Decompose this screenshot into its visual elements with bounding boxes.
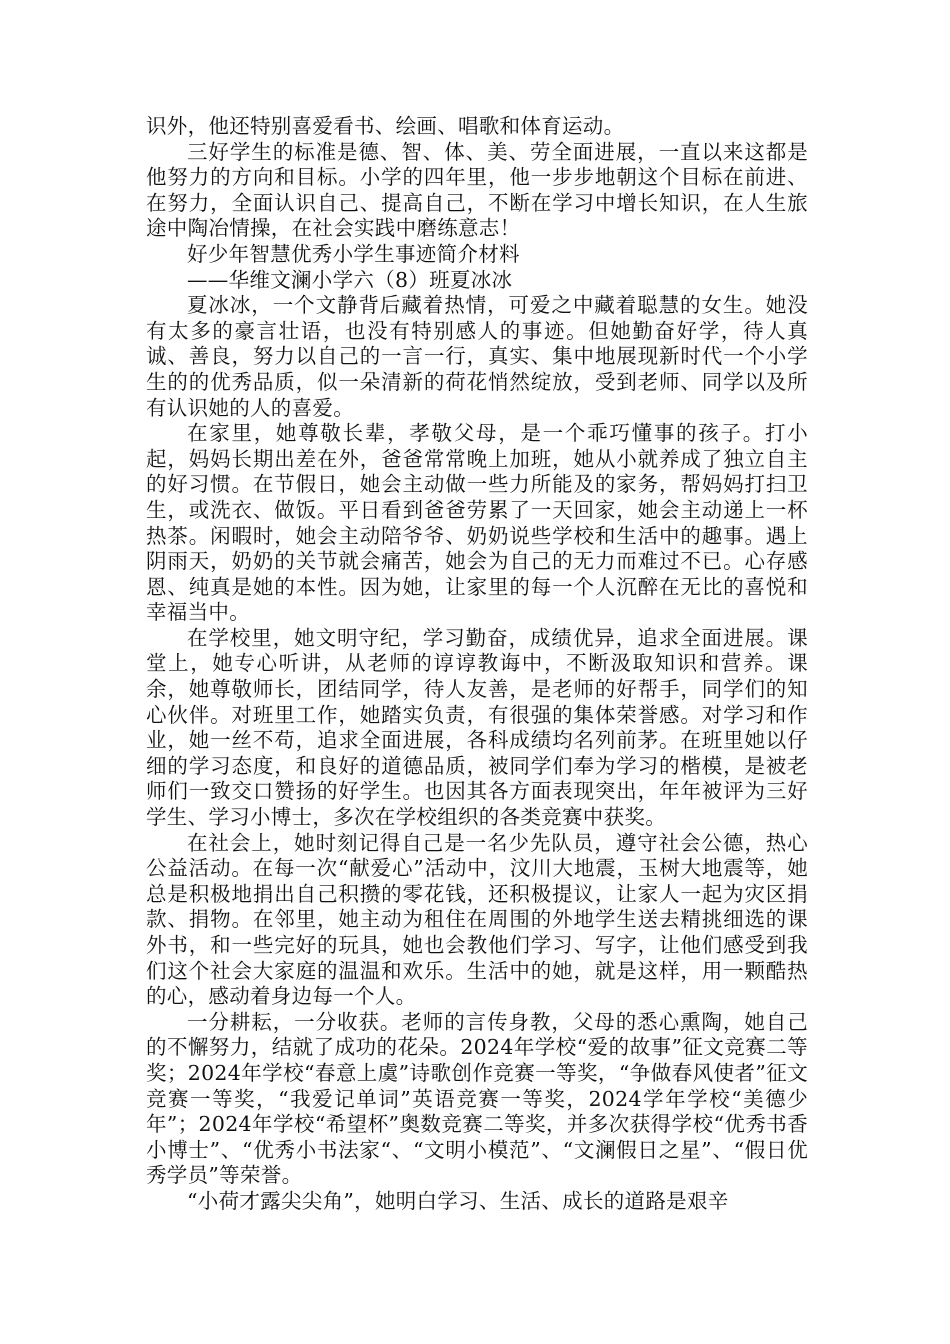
paragraph-society: 在社会上，她时刻记得自己是一名少先队员，遵守社会公德，热心公益活动。在每一次“献爱心”活动中，汶川大地震，玉树大地震等，她总是积极地捐出自己积攒的零花钱，还积极提议，让家人一起为灾区捐款、捐物。在邻里，她主动为租住在周围的外地学生送去精挑细选的课外书，和一些完好的玩具，她也会教他们学习、写字，让他们感受到我们这个社会大家庭的温温和欢乐。生活中的她，就是这样，用一颗酷热的心，感动着身边每一个人。 bbox=[146, 830, 808, 1009]
paragraph-closing: “小荷才露尖尖角”，她明白学习、生活、成长的道路是艰辛 bbox=[187, 1188, 729, 1213]
paragraph-home: 在家里，她尊敬长辈，孝敬父母，是一个乖巧懂事的孩子。打小起，妈妈长期出差在外，爸爸常常晚上加班，她从小就养成了独立自主的好习惯。在节假日，她会主动做一些力所能及的家务，帮妈妈打扫卫生，或洗衣、做饭。平日看到爸爸劳累了一天回家，她会主动递上一杯热茶。闲暇时，她会主动陪爷爷、奶奶说些学校和生活中的趣事。遇上阴雨天，奶奶的关节就会痛苦，她会为自己的无力而难过不已。心存感恩、纯真是她的本性。因为她，让家里的每一个人沉醉在无比的喜悦和幸福当中。 bbox=[146, 421, 808, 625]
document-page bbox=[146, 114, 808, 1215]
paragraph-school: 在学校里，她文明守纪，学习勤奋，成绩优异，追求全面进展。课堂上，她专心听讲，从老师的谆谆教诲中，不断汲取知识和营养。课余，她尊敬师长，团结同学，待人友善，是老师的好帮手，同学们的知心伙伴。对班里工作，她踏实负责，有很强的集体荣誉感。对学习和作业，她一丝不苟，追求全面进展，各科成绩均名列前茅。在班里她以仔细的学习态度，和良好的道德品质，被同学们奉为学习的楷模，是被老师们一致交口赞扬的好学生。也因其各方面表现突出，年年被评为三好学生、学习小博士，多次在学校组织的各类竞赛中获奖。 bbox=[146, 625, 808, 830]
paragraph-standards: 三好学生的标准是德、智、体、美、劳全面进展，一直以来这都是他努力的方向和目标。小学的四年里，他一步步地朝这个目标在前进、在努力，全面认识自己、提高自己，不断在学习中增长知识，在人生旅途中陶冶情操，在社会实践中磨练意志！ bbox=[146, 139, 808, 241]
paragraph-continuation: 识外，他还特别喜爱看书、绘画、唱歌和体育运动。 bbox=[146, 114, 625, 138]
document-title: 好少年智慧优秀小学生事迹简介材料 bbox=[187, 241, 520, 266]
paragraph-intro: 夏冰冰，一个文静背后藏着热情，可爱之中藏着聪慧的女生。她没有太多的豪言壮语，也没有特别感人的事迹。但她勤奋好学，待人真诚、善良，努力以自己的一言一行，真实、集中地展现新时代一个小学生的的优秀品质，似一朵清新的荷花悄然绽放，受到老师、同学以及所有认识她的人的喜爱。 bbox=[146, 293, 808, 420]
paragraph-awards: 一分耕耘，一分收获。老师的言传身教，父母的悉心熏陶，她自己的不懈努力，结就了成功的花朵。2024年学校“爱的故事”征文竞赛二等奖；2024年学校“春意上虞”诗歌创作竞赛一等奖，“争做春风使者”征文竞赛一等奖，“我爱记单词”英语竞赛一等奖，2024学年学校“美德少年”；2024年学校“希望杯”奥数竞赛二等奖，并多次获得学校“优秀书香小博士”、“优秀小书法家“、“文明小模范”、“文澜假日之星”、“假日优秀学员”等荣誉。 bbox=[146, 1009, 808, 1188]
document-subtitle: ——华维文澜小学六（8）班夏冰冰 bbox=[187, 267, 513, 292]
